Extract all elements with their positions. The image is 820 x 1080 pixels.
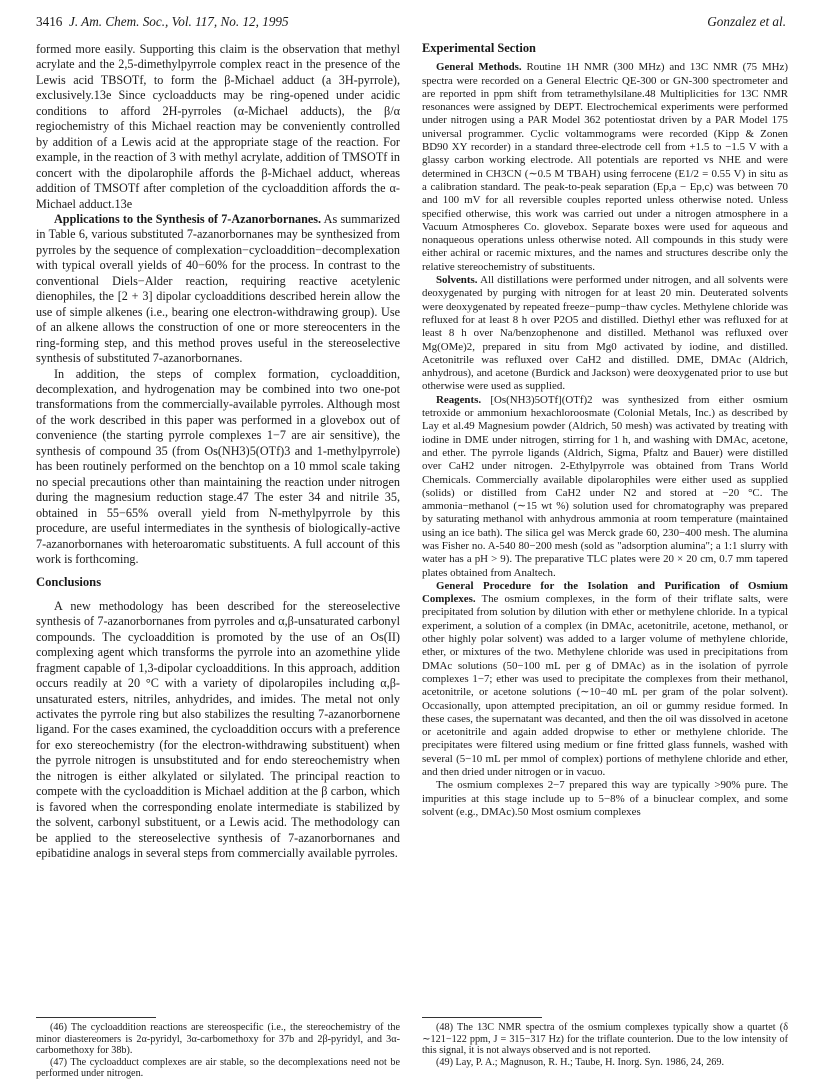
footnote-47: (47) The cycloadduct complexes are air stable, so the decomplexations need not be performed under nitrogen.	[36, 1056, 400, 1080]
footnotes-right	[422, 1022, 788, 1068]
footnotes-left	[36, 1022, 400, 1080]
section-heading-experimental: Experimental Section	[422, 41, 536, 55]
right-column	[422, 42, 788, 819]
footnote-46: (46) The cycloaddition reactions are stereospecific (i.e., the stereochemistry of the minor diastereomers is 2α-pyridyl, 3α-carbomethoxy for 37b and 2β-pyridyl, and 3α-carbomethoxy for 38b).	[36, 1022, 400, 1057]
paragraph: The osmium complexes 2−7 prepared this way are typically >90% pure. The impurities at this stage include up to 5−8% of a binuclear complex, and some solvent (e.g., DMAc).50 Most osmium complexes	[422, 779, 788, 818]
footnote-49: (49) Lay, P. A.; Magnuson, R. H.; Taube, H. Inorg. Syn. 1986, 24, 269.	[436, 1056, 725, 1068]
paragraph	[422, 61, 788, 274]
run-in-heading: Reagents.	[436, 393, 482, 406]
header-left	[36, 14, 289, 30]
paragraph	[422, 394, 788, 580]
paragraph: A new methodology has been described for the stereoselective synthesis of 7-azanorbornanes from pyrroles and α,β-unsaturated carbonyl compounds. The cycloaddition is promoted by the use of an Os(II) complexing agent which transforms the pyrrole into an azomethine ylide fragment capable of 1,3-dipolar cycloadditions. In this approach, addition occurs readily at 20 °C with a variety of dipolaropiles including α,β-unsaturated esters, nitriles, anhydrides, and imides. The metal not only activates the pyrrole ring but also stabilizes the resulting 7-azanorbornene ligand. For the cases examined, the cycloaddition occurs with a preference for exo stereochemistry (for the electron-withdrawing substituent) when the pyrrole nitrogen is unsubstituted and for endo stereochemistry when the nitrogen is either alkylated or silylated. The principal reaction to compete with the cycloaddition is Michael addition at the β carbon, which is favored when the corresponding enolate intermediate is stabilized by the solvent, carbonyl substituent, or a Lewis acid. The methodology can be applied to the stereoselective synthesis of 7-azanorbornanes and epibatidine analogs in several steps from commercially available pyrroles.	[36, 598, 400, 861]
paragraph-text: [Os(NH3)5OTf](OTf)2 was synthesized from either osmium tetroxide or ammonium hexachloroosmate (Colonial Metals, Inc.) as described by Lay et al.49 Magnesium powder (Aldrich, 50 mesh) was activated by treating with iodine in DME under nitrogen, stirring for 1 h, and washing with DMAc, acetone, and ether. The pyrrole ligands (Aldrich, Sigma, Pfaltz and Bauer) were distilled over CaH2 under nitrogen. 2-Ethylpyrrole was obtained from Trans World Chemicals. Commercially available dipolarophiles were either used as supplied (solids) or distilled from CaH2 under N2 and stored at −20 °C. The ammonia−methanol (∼15 wt %) solution used for chromatography was prepared by saturating methanol with anhydrous ammonia at room temperature (maintained using an ice bath). The silica gel was Merck grade 60, 230−400 mesh. The alumina was Fisher no. A-540 80−200 mesh (sold as "adsorption alumina"; a 1:1 slurry with water has a pH > 9). The preparative TLC plates were 20 × 20 cm, 0.7 mm tapered plates obtained from Analtech.	[422, 393, 788, 579]
page-number: 3416	[36, 14, 63, 29]
run-in-heading: General Procedure for the Isolation and Purification of Osmium Complexes.	[422, 579, 788, 606]
footnote-48: (48) The 13C NMR spectra of the osmium complexes typically show a quartet (δ ∼121−122 ppm, J = 315−317 Hz) for the triflate counterion. Due to the low intensity of this signal, it is not always observed and is not reported.	[422, 1022, 788, 1057]
paragraph-text: The osmium complexes, in the form of their triflate salts, were precipitated from solution by dilution with ether or methylene chloride. In a typical experiment, a solution of a complex (in DMAc, acetonitrile, acetone, methanol, or other highly polar solvent) was added to a larger volume of methylene chloride, ether, or mixtures of the two. Methylene chloride was used in precipitations from DMAc solutions (50−100 mL per g of DMAc) as in the isolation of pyrrole complexes 1−7; ether was used to precipitate the complexes from their methanol, acetonitrile, or acetone solutions (∼10−40 mL per gram of the polar solvent). Occasionally, upon attempted precipitation, an oil or gummy residue formed. In these cases, the supernatant was decanted, and then the oil was dissolved in acetone or acetonitrile and again added dropwise to ether or methylene chloride. The precipitates were filtered using medium or fine fritted glass funnels, washed with several (5−10 mL per mmol of complex) portions of methylene chloride and ether, and then dried under nitrogen or in vacuo.	[422, 593, 788, 779]
header-authors: Gonzalez et al.	[707, 14, 786, 29]
paragraph	[422, 274, 788, 394]
left-column	[36, 42, 400, 862]
run-in-heading: Solvents.	[436, 274, 478, 287]
paragraph-text: All distillations were performed under nitrogen, and all solvents were deoxygenated by purging with nitrogen for at least 20 min. Deuterated solvents were deoxygenated by repeated freeze−pump−thaw cycles. Methylene chloride was refluxed for at least 8 h over P2O5 and distilled. Diethyl ether was refluxed for at least 8 h over Na/benzophenone and distilled. Methanol was refluxed over Mg(OMe)2, prepared in situ from Mg0 activated by iodine, and distilled. Acetonitrile was refluxed over CaH2 and distilled. DME, DMAc (Aldrich, anhydrous), and acetone (Burdick and Jackson) were deoxygenated prior to use but otherwise were used as supplied.	[422, 274, 789, 393]
paragraph-text: As summarized in Table 6, various substituted 7-azanorbornanes may be synthesized from pyrroles by the sequence of complexation−cycloaddition−decomplexation with typical overall yields of 40−60% for the process. In contrast to the conventional Diels−Alder reaction, requiring reactive acetylenic dienophiles, the [2 + 3] dipolar cycloadditions described herein allow the use of simple alkenes (i.e., bearing one electron-withdrawing group). Use of an alkene allows the construction of one or more stereocenters in the ring-forming step, and this method proves useful in the stereoselective synthesis of substituted 7-azanorbornanes.	[36, 211, 401, 366]
footnote-rule	[36, 1017, 156, 1018]
paragraph	[36, 212, 400, 367]
footnote-rule	[422, 1017, 542, 1018]
paragraph: In addition, the steps of complex formation, cycloaddition, decomplexation, and hydrogenation may be combined into two one-pot transformations from the commercially-available pyrroles. Although most of the work described in this paper was performed in a glovebox out of convenience (the starting pyrrole complexes 1−7 are air sensitive), the synthesis of compound 35 (from Os(NH3)5(OTf)3 and 1-methylpyrrole) has been routinely performed on the benchtop on a 10 mmol scale taking no special precautions other than maintaining the reaction under nitrogen during the magnesium reduction stage.47 The ester 34 and nitrile 35, obtained in 55−65% overall yield from N-methylpyrrole by this procedure, are useful intermediates in the synthesis of biologically-active 7-azanorbornanes with heteroaromatic substituents. A full account of this work is forthcoming.	[36, 366, 400, 566]
run-in-heading: Applications to the Synthesis of 7-Azanorbornanes.	[54, 211, 322, 226]
section-heading-conclusions: Conclusions	[36, 575, 102, 590]
paragraph: formed more easily. Supporting this claim is the observation that methyl acrylate and the 2,5-dimethylpyrrole complex react in the presence of the Lewis acid TBSOTf, to form the β-Michael adduct (a 3H-pyrrole), exclusively.13e Since cycloadducts may be ring-opened under acidic conditions to afford 2H-pyrroles (α-Michael adducts), the β/α regiochemistry of this Michael reaction may be conveniently controlled by addition of a Lewis acid at the appropriate stage of the reaction. For example, in the reaction of 3 with methyl acrylate, addition of TMSOTf in concert with the dipolarophile affords the β-Michael adduct, whereas addition of TMSOTf after completion of the cycloaddition affords the α-Michael adduct.13e	[36, 42, 400, 211]
paragraph-text: Routine 1H NMR (300 MHz) and 13C NMR (75 MHz) spectra were recorded on a General Electric QE-300 or GN-300 spectrometer and are reported in ppm shift from tetramethylsilane.48 Multiplicities for 13C NMR resonances were assigned by DEPT. Electrochemical experiments were performed under nitrogen using a PAR Model 362 potentiostat driven by a PAR Model 175 universal programmer. Cyclic voltammograms were recorded (Kipp & Zonen BD90 XY recorder) in a standard three-electrode cell from +1.5 to −1.5 V with a glassy carbon working electrode. All potentials are reported vs NHE and were determined in CH3CN (∼0.5 M TBAH) using ferrocene (E1/2 = 0.55 V) in situ as a calibration standard. The peak-to-peak separation (Ep,a − Ep,c) was between 70 and 100 mV for all reversible couples reported unless otherwise noted. Unless specified otherwise, this work was carried out under a nitrogen atmosphere in a Vacuum Atmospheres Co. glovebox. Separate boxes were used for aqueous and nonaqueous operations unless otherwise noted. All compounds in this study were either achiral or racemic mixtures, and the names and structures describe only the relative stereochemistry of substituents.	[422, 61, 788, 273]
run-in-heading: General Methods.	[436, 61, 522, 74]
journal-citation: J. Am. Chem. Soc., Vol. 117, No. 12, 1995	[68, 14, 289, 29]
paragraph	[422, 580, 788, 779]
